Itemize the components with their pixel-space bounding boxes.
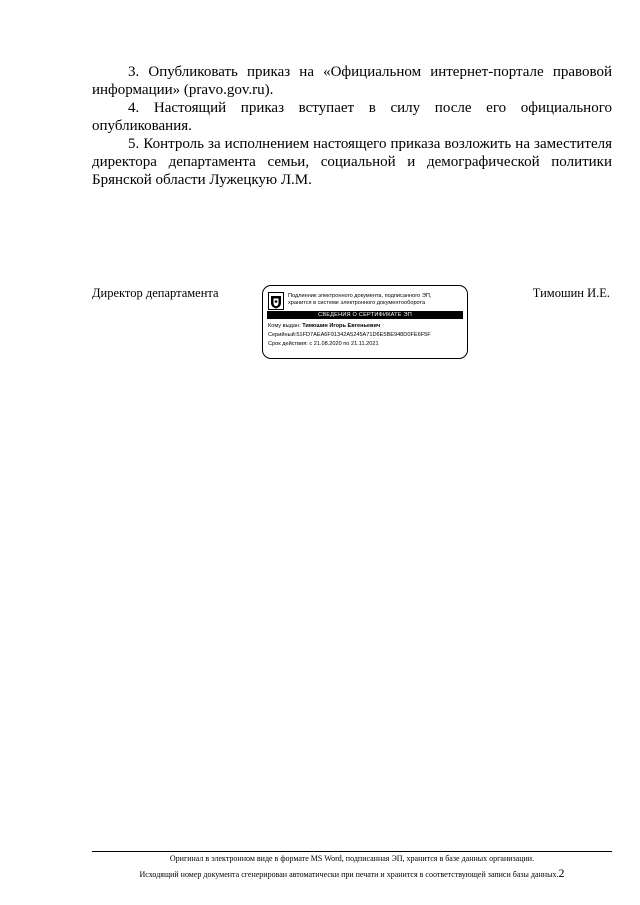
paragraph-item-3	[92, 63, 612, 99]
coat-of-arms-icon	[268, 292, 284, 310]
signer-position: Директор департамента	[92, 286, 219, 300]
stamp-header	[288, 293, 466, 307]
footer-divider	[92, 851, 612, 852]
stamp-validity-value: с 21.08.2020 по 21.11.2021	[309, 341, 379, 347]
paragraph-text: 5. Контроль за исполнением настоящего приказа возложить на заместителя директора департамента семьи, социальной и демографической политики Брянской области Лужецкую Л.М.	[92, 136, 612, 188]
stamp-owner-value: Тимошин Игорь Евгеньевич	[302, 323, 381, 329]
stamp-title: СВЕДЕНИЯ О СЕРТИФИКАТЕ ЭП	[267, 311, 463, 319]
paragraph-text: 4. Настоящий приказ вступает в силу после его официального опубликования.	[92, 100, 612, 134]
stamp-serial-label: Серийный:	[268, 332, 297, 338]
paragraph-item-4	[92, 99, 612, 135]
paragraph-text: 3. Опубликовать приказ на «Официальном интернет-портале правовой информации» (pravo.gov.ru).	[92, 64, 612, 98]
stamp-serial-row	[268, 332, 464, 339]
stamp-serial-value: 51FD7AEA6F91342A5245A71D6E5BE948D0FE6F5F	[296, 332, 431, 338]
footer-note-2	[92, 866, 612, 881]
signer-name: Тимошин И.Е.	[532, 286, 610, 300]
stamp-validity-label: Срок действия:	[268, 341, 308, 347]
stamp-owner-label: Кому выдан:	[268, 323, 301, 329]
electronic-signature-stamp	[262, 285, 468, 359]
footer-note-1: Оригинал в электронном виде в формате MS Word, подписанная ЭП, хранится в базе данных организации.	[169, 854, 535, 863]
paragraph-item-5	[92, 135, 612, 189]
stamp-header-line2: хранится в системе электронного документооборота	[288, 300, 426, 306]
footer-note-2-text: Исходящий номер документа сгенерирован автоматически при печати и хранится в соответствующей записи базы данных.	[139, 870, 559, 879]
stamp-validity-row	[268, 341, 464, 348]
page-number: 2	[558, 866, 565, 880]
stamp-owner-row	[268, 323, 464, 330]
stamp-header-line1: Подлинник электронного документа, подписанного ЭП,	[288, 293, 432, 299]
